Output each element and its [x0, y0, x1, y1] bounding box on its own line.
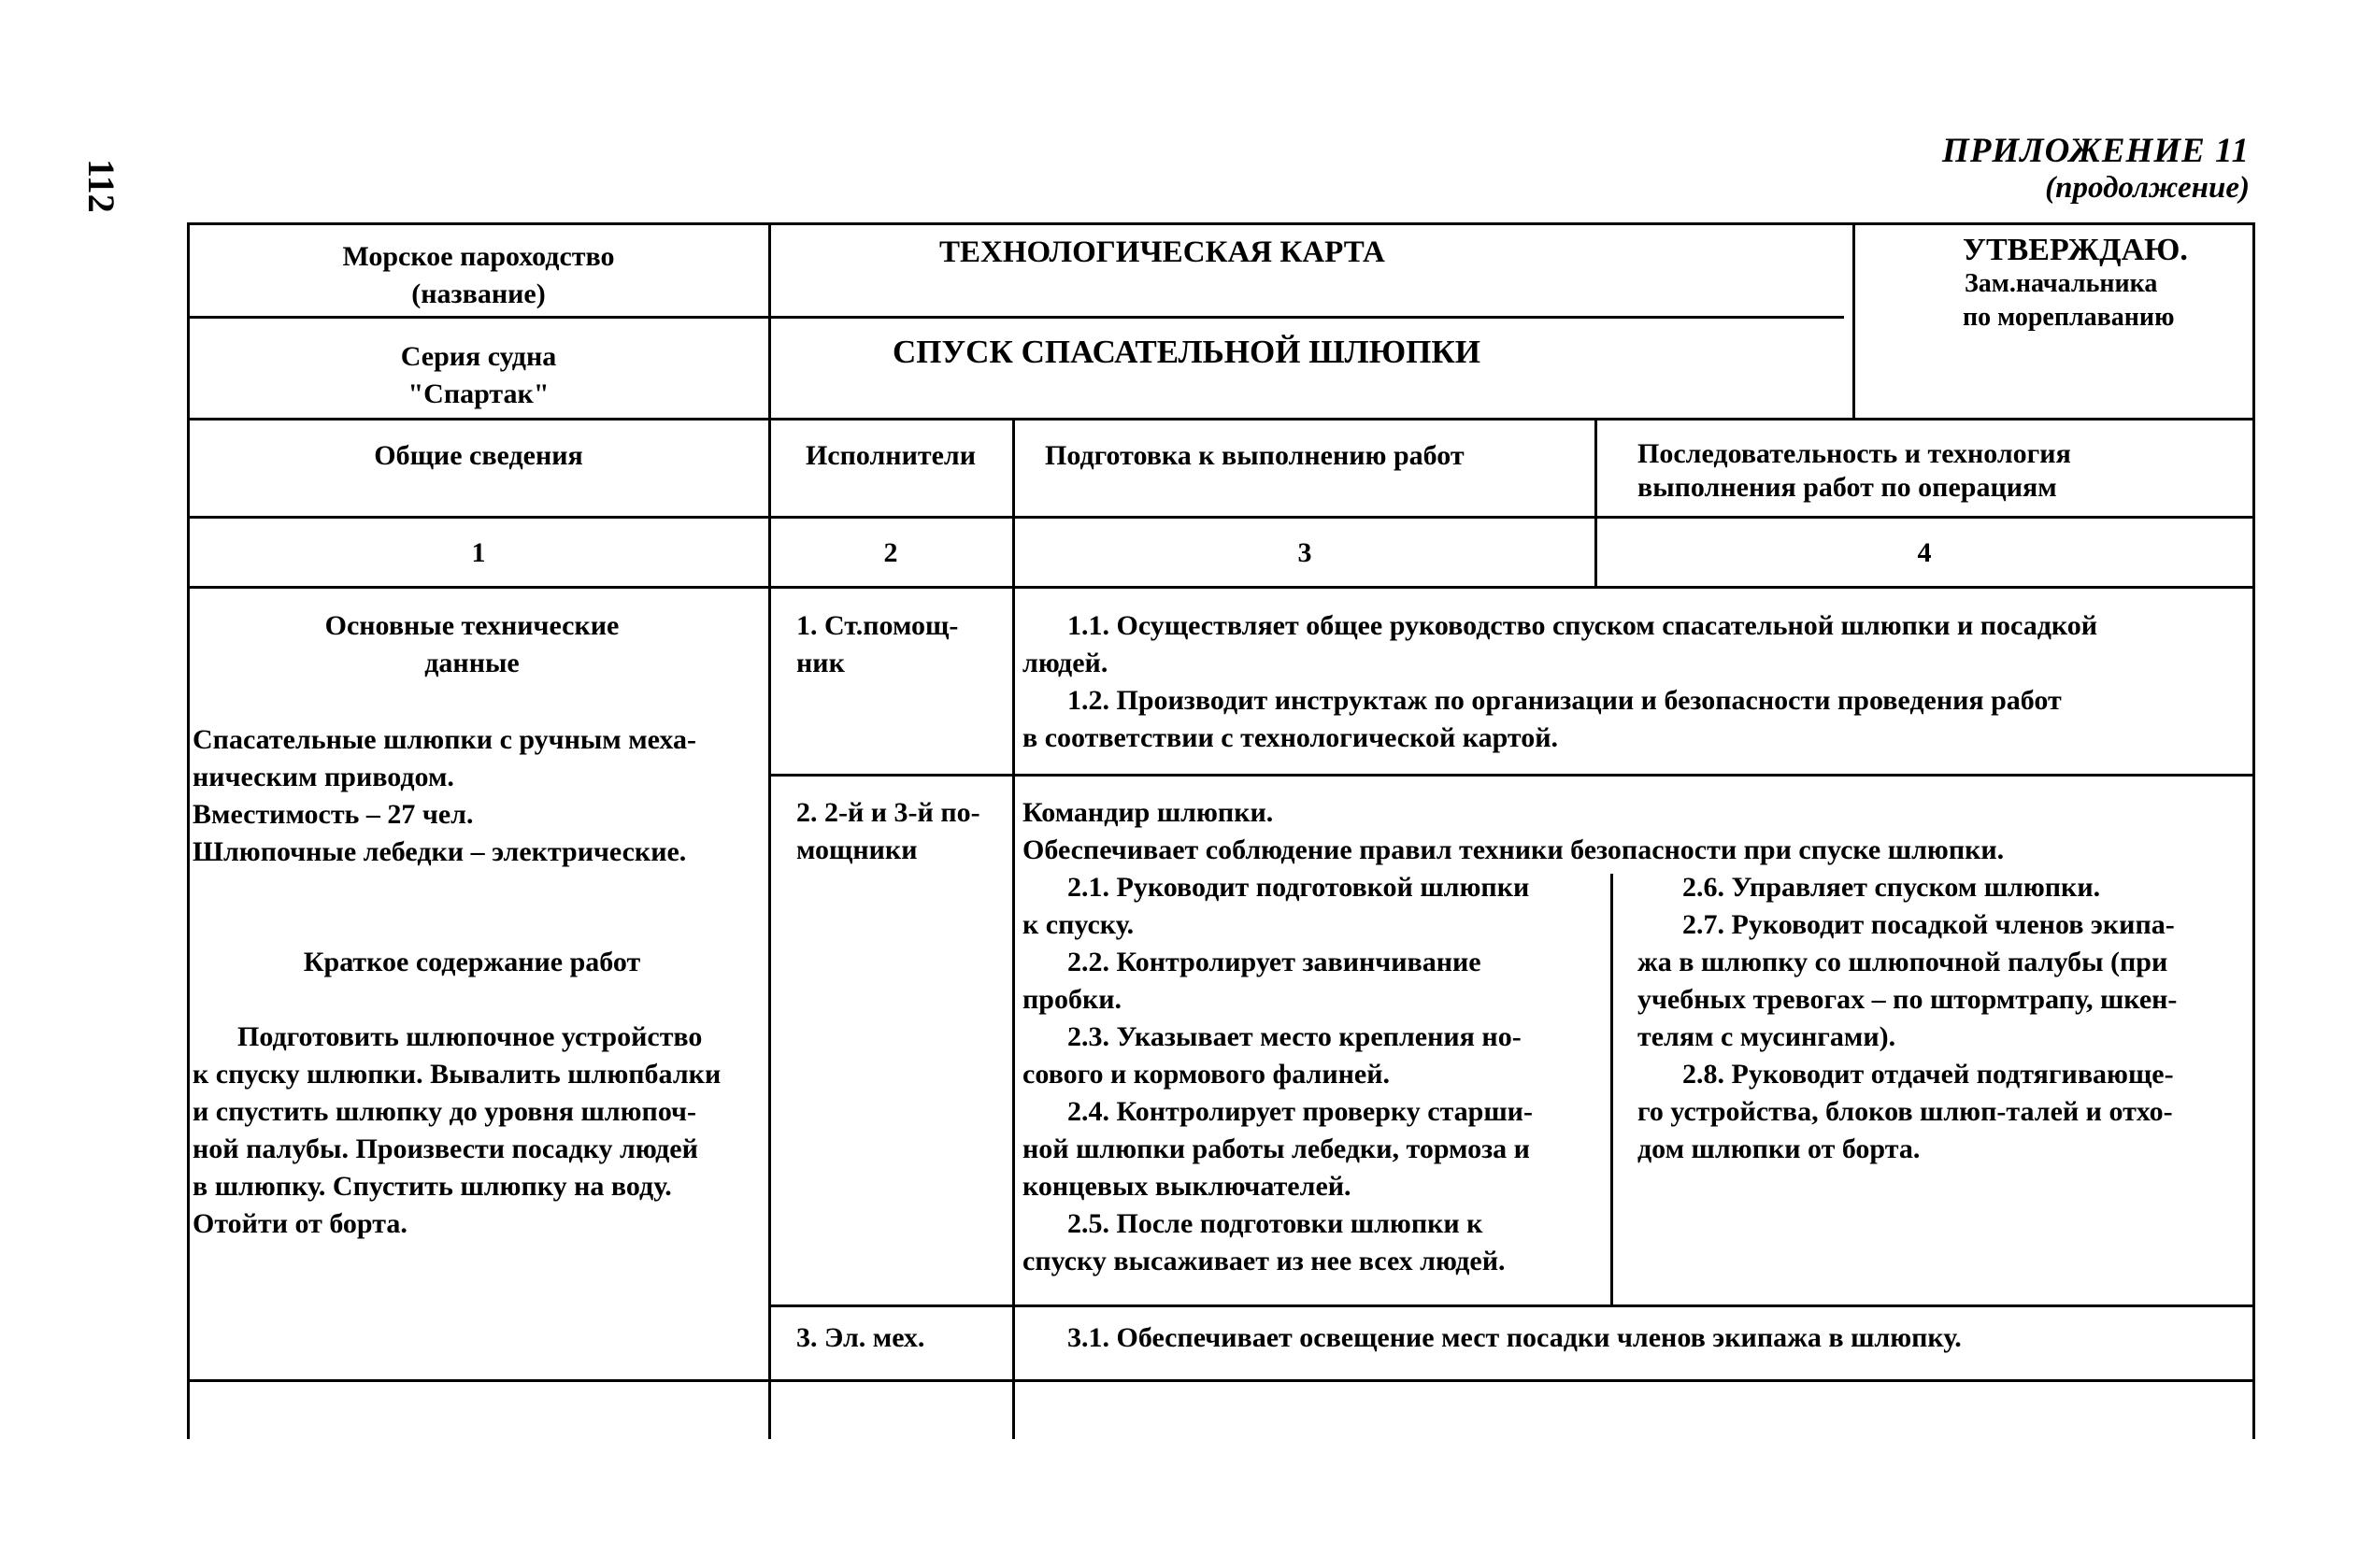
- row2-left-line: 2.2. Контролирует завинчивание: [1067, 947, 1481, 977]
- tech-data-line: Спасательные шлюпки с ручным меха-: [193, 724, 696, 755]
- column-header-preparation: Подготовка к выполнению работ: [1045, 440, 1465, 471]
- row2-left-line: ной шлюпки работы лебедки, тормоза и: [1022, 1133, 1530, 1164]
- performer-mates: [796, 794, 980, 869]
- performer-line: мощники: [796, 834, 918, 865]
- tech-data-line: ническим приводом.: [193, 762, 454, 792]
- column-number-3: 3: [1297, 537, 1312, 568]
- row3-line: 3.1. Обеспечивает освещение мест посадки членов экипажа в шлюпку.: [1067, 1322, 1962, 1353]
- performer-line: 1. Ст.помощ-: [796, 610, 959, 641]
- row2-left-content: [1022, 869, 1606, 1280]
- summary-line: к спуску шлюпки. Вывалить шлюпбалки: [193, 1059, 722, 1090]
- column-number-2: 2: [883, 537, 898, 568]
- column-number-1: 1: [471, 537, 486, 568]
- row1-content: [1022, 607, 2247, 757]
- summary-title: Краткое содержание работ: [303, 947, 641, 977]
- row2-left-line: к спуску.: [1022, 909, 1135, 940]
- row2-right-line: дом шлюпки от борта.: [1637, 1133, 1921, 1164]
- row2-intro-line: Обеспечивает соблюдение правил техники безопасности при спуске шлюпки.: [1022, 834, 2005, 865]
- summary-text: [193, 1019, 765, 1243]
- row2-left-line: 2.1. Руководит подготовкой шлюпки: [1067, 872, 1530, 903]
- summary-line: и спустить шлюпку до уровня шлюпоч-: [193, 1096, 696, 1127]
- tech-data-title-line2: данные: [424, 648, 520, 678]
- tech-data-line: Шлюпочные лебедки – электрические.: [193, 836, 687, 867]
- series-label: Серия судна: [400, 341, 557, 372]
- row2-right-line: телям с мусингами).: [1637, 1021, 1896, 1052]
- row1-line: 1.2. Производит инструктаж по организации и безопасности проведения работ: [1067, 685, 2062, 716]
- column-header-sequence: [1637, 437, 2071, 505]
- row2-right-line: го устройства, блоков шлюп-талей и отхо-: [1637, 1096, 2173, 1127]
- appendix-note: (продолжение): [2045, 171, 2250, 205]
- approval-block: [1963, 234, 2188, 335]
- performer-electrician: 3. Эл. мех.: [796, 1322, 925, 1353]
- column-header-sequence-line1: Последовательность и технология: [1637, 438, 2071, 469]
- tech-data-text: [193, 721, 765, 871]
- row2-right-content: [1637, 869, 2247, 1168]
- row2-right-line: 2.7. Руководит посадкой членов экипа-: [1682, 909, 2175, 940]
- row2-intro: [1022, 794, 2247, 869]
- summary-line: Подготовить шлюпочное устройство: [237, 1021, 703, 1052]
- tech-data-line: Вместимость – 27 чел.: [193, 799, 474, 830]
- performer-line: ник: [796, 648, 845, 678]
- row2-left-line: сового и кормового фалиней.: [1022, 1059, 1391, 1090]
- row2-right-line: жа в шлюпку со шлюпочной палубы (при: [1637, 947, 2168, 977]
- performer-senior-mate: [796, 607, 958, 682]
- approve-position: Зам.начальника: [1965, 269, 2158, 298]
- page-number: 112: [80, 159, 122, 213]
- summary-line: в шлюпку. Спустить шлюпку на воду.: [193, 1171, 672, 1202]
- summary-line: ной палубы. Произвести посадку людей: [193, 1133, 698, 1164]
- approve-department: по мореплаванию: [1963, 303, 2175, 332]
- row2-right-line: 2.8. Руководит отдачей подтягивающе-: [1682, 1059, 2174, 1090]
- tech-data-title-line1: Основные технические: [324, 610, 620, 641]
- tech-data-title: [192, 607, 752, 682]
- column-number-4: 4: [1917, 537, 1932, 568]
- row2-right-line: 2.6. Управляет спуском шлюпки.: [1682, 872, 2101, 903]
- appendix-title: ПРИЛОЖЕНИЕ 11: [1942, 132, 2250, 170]
- company-name: Морское пароходство: [342, 241, 615, 272]
- row2-right-line: учебных тревогах – по штормтрапу, шкен-: [1637, 984, 2178, 1015]
- row2-left-line: 2.3. Указывает место крепления но-: [1067, 1021, 1522, 1052]
- row1-line: людей.: [1022, 648, 1108, 678]
- row1-line: 1.1. Осуществляет общее руководство спуском спасательной шлюпки и посадкой: [1067, 610, 2098, 641]
- operation-title: СПУСК СПАСАТЕЛЬНОЙ ШЛЮПКИ: [893, 334, 1480, 370]
- series-cell: [192, 338, 765, 413]
- performer-line: 2. 2-й и 3-й по-: [796, 797, 980, 828]
- row2-left-line: спуску высаживает из нее всех людей.: [1022, 1246, 1506, 1276]
- row3-content: [1022, 1319, 2247, 1357]
- column-header-general: Общие сведения: [374, 440, 583, 471]
- row2-left-line: пробки.: [1022, 984, 1122, 1015]
- company-cell: [192, 238, 765, 313]
- column-header-sequence-line2: выполнения работ по операциям: [1637, 472, 2057, 503]
- summary-line: Отойти от борта.: [193, 1208, 407, 1239]
- approve-label: УТВЕРЖДАЮ.: [1963, 233, 2188, 267]
- company-note: (название): [411, 278, 546, 309]
- row2-left-line: концевых выключателей.: [1022, 1171, 1351, 1202]
- series-name: "Спартак": [407, 378, 550, 409]
- row2-intro-line: Командир шлюпки.: [1022, 797, 1274, 828]
- row1-line: в соответствии с технологической картой.: [1022, 722, 1559, 753]
- row2-left-line: 2.5. После подготовки шлюпки к: [1067, 1208, 1483, 1239]
- appendix-heading: [1942, 131, 2250, 206]
- card-title: ТЕХНОЛОГИЧЕСКАЯ КАРТА: [939, 235, 1385, 269]
- row2-left-line: 2.4. Контролирует проверку старши-: [1067, 1096, 1533, 1127]
- column-header-performers: Исполнители: [805, 440, 977, 471]
